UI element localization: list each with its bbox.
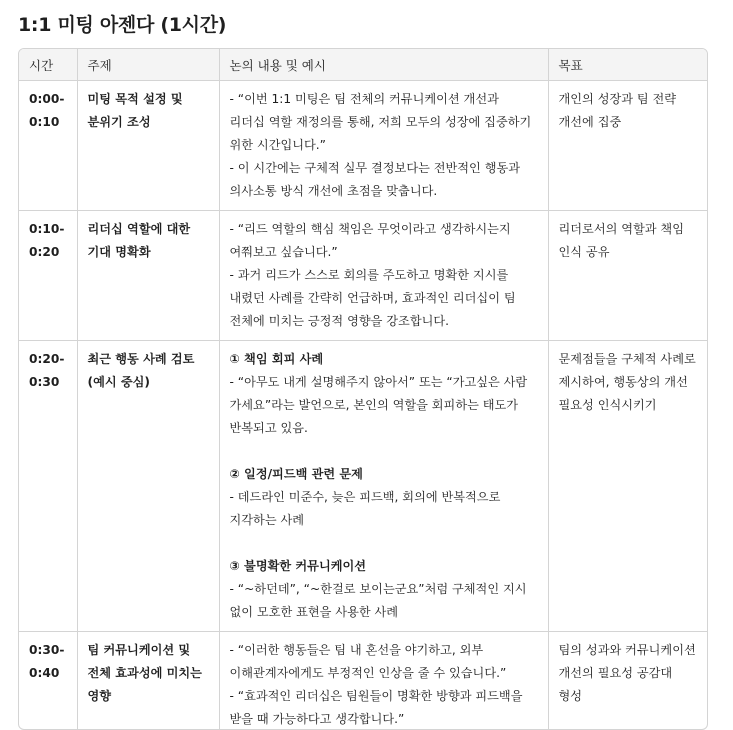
section-text: - “~하던데”, “~한걸로 보이는군요”처럼 구체적인 지시 없이 모호한 표현을 사용한 사례 — [230, 578, 538, 624]
page-title: 1:1 미팅 아젠다 (1시간) — [18, 10, 226, 37]
row-content — [219, 632, 548, 730]
section-heading: ① 책임 회피 사례 — [230, 348, 538, 371]
row-goal: 리더로서의 역할과 책임 인식 공유 — [548, 211, 707, 341]
row-goal: 문제점들을 구체적 사례로 제시하여, 행동상의 개선 필요성 인식시키기 — [548, 341, 707, 632]
row-time: 0:00-0:10 — [19, 81, 77, 211]
row-topic: 최근 행동 사례 검토 (예시 중심) — [77, 341, 219, 632]
row-topic: 미팅 목적 설정 및 분위기 조성 — [77, 81, 219, 211]
content-line: - “리드 역할의 핵심 책임은 무엇이라고 생각하시는지 여쭤보고 싶습니다.” — [230, 218, 538, 264]
content-line: - “효과적인 리더십은 팀원들이 명확한 방향과 피드백을 받을 때 가능하다고 생각합니다.” — [230, 685, 538, 730]
agenda-table-container — [18, 48, 708, 730]
row-time: 0:30-0:40 — [19, 632, 77, 730]
row-time: 0:20-0:30 — [19, 341, 77, 632]
table-row — [19, 81, 707, 211]
row-goal: 팀의 성과와 커뮤니케이션 개선의 필요성 공감대 형성 — [548, 632, 707, 730]
header-topic: 주제 — [77, 49, 219, 81]
row-content — [219, 341, 548, 632]
row-time: 0:10-0:20 — [19, 211, 77, 341]
table-row — [19, 211, 707, 341]
table-row — [19, 632, 707, 730]
agenda-table — [19, 49, 707, 730]
section-heading: ③ 불명확한 커뮤니케이션 — [230, 555, 538, 578]
content-line: - “이번 1:1 미팅은 팀 전체의 커뮤니케이션 개선과 리더십 역할 재정의를 통해, 저희 모두의 성장에 집중하기 위한 시간입니다.” — [230, 88, 538, 157]
section-heading: ② 일정/피드백 관련 문제 — [230, 463, 538, 486]
section-text: - 데드라인 미준수, 늦은 피드백, 회의에 반복적으로 지각하는 사례 — [230, 486, 538, 532]
row-topic: 리더십 역할에 대한 기대 명확화 — [77, 211, 219, 341]
header-content: 논의 내용 및 예시 — [219, 49, 548, 81]
row-content — [219, 81, 548, 211]
section-gap — [230, 440, 538, 463]
header-time: 시간 — [19, 49, 77, 81]
content-line: - 과거 리드가 스스로 회의를 주도하고 명확한 지시를 내렸던 사례를 간략히 언급하며, 효과적인 리더십이 팀 전체에 미치는 긍정적 영향을 강조합니다. — [230, 264, 538, 333]
content-line: - “이러한 행동들은 팀 내 혼선을 야기하고, 외부 이해관계자에게도 부정적인 인상을 줄 수 있습니다.” — [230, 639, 538, 685]
row-goal: 개인의 성장과 팀 전략 개선에 집중 — [548, 81, 707, 211]
row-content — [219, 211, 548, 341]
table-header-row — [19, 49, 707, 81]
content-line: - 이 시간에는 구체적 실무 결정보다는 전반적인 행동과 의사소통 방식 개선에 초점을 맞춥니다. — [230, 157, 538, 203]
section-gap — [230, 532, 538, 555]
header-goal: 목표 — [548, 49, 707, 81]
row-topic: 팀 커뮤니케이션 및 전체 효과성에 미치는 영향 — [77, 632, 219, 730]
table-row — [19, 341, 707, 632]
section-text: - “아무도 내게 설명해주지 않아서” 또는 “가고싶은 사람 가세요”라는 발언으로, 본인의 역할을 회피하는 태도가 반복되고 있음. — [230, 371, 538, 440]
